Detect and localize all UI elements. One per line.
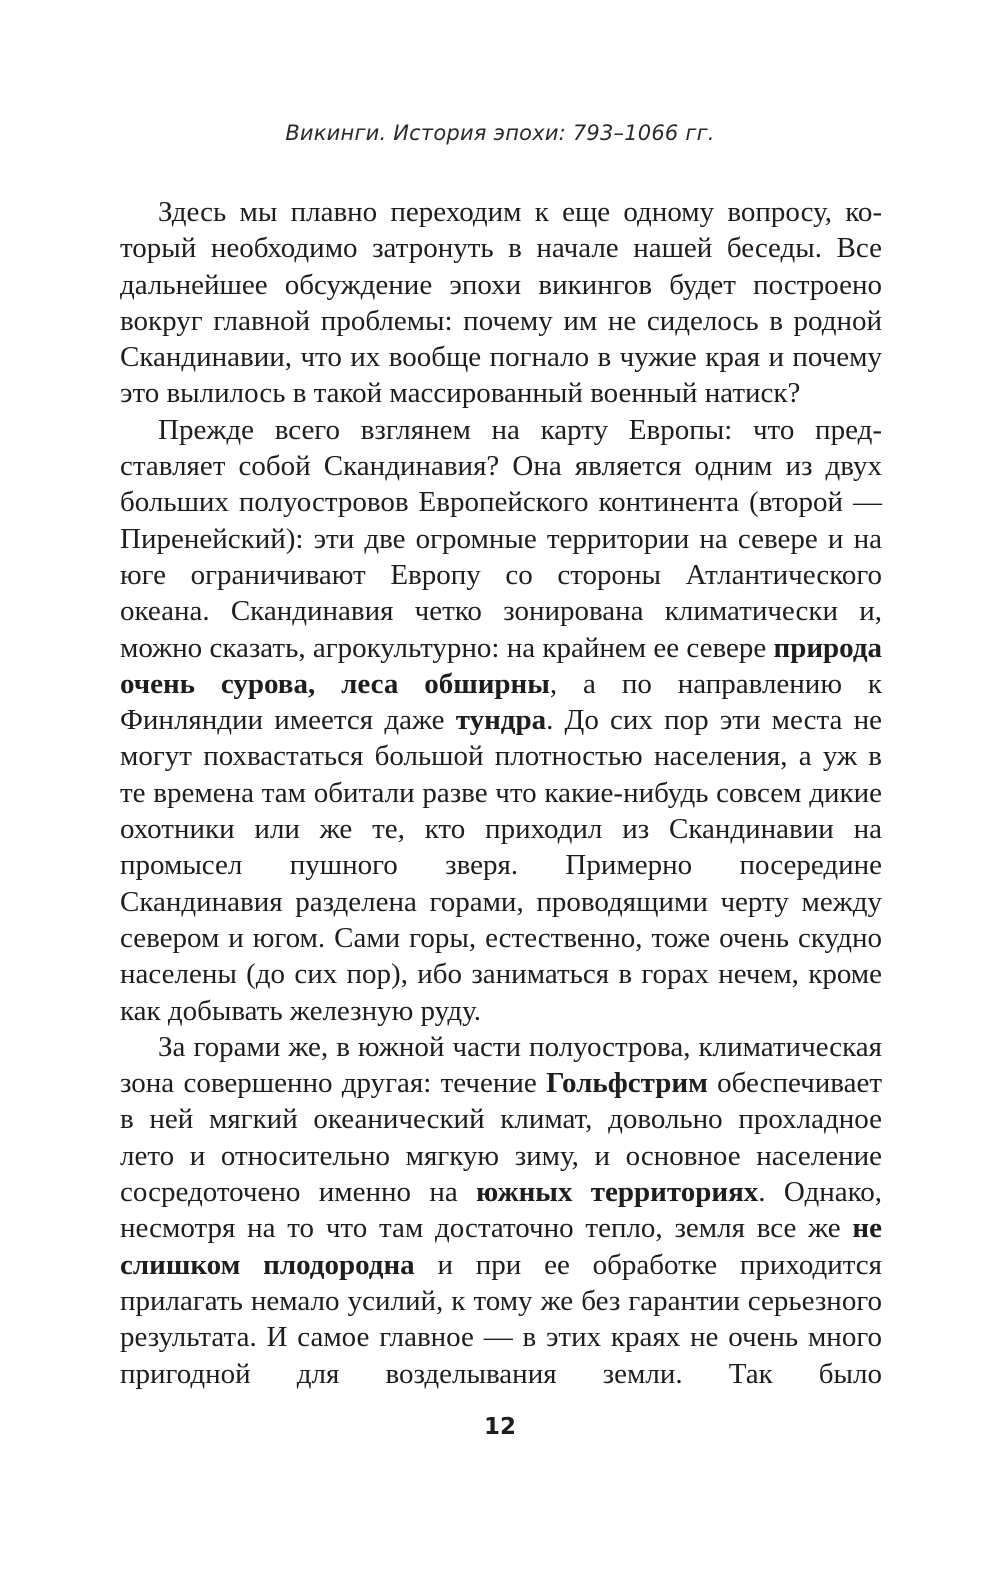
bold-phrase: тундра (455, 704, 547, 737)
paragraph-1 (120, 194, 882, 412)
body-text (120, 194, 882, 1392)
text-run: . До сих пор эти места не могут похвастаться большой плотностью населения, а уж в те времена там обитали разве что какие-нибудь совсем дикие охотники или же те, кто приходил из Скандинавии на промысел пушного зверя. Примерно посередине Скандинавия разделена горами, проводящими черту между севером и югом. Сами горы, естественно, тоже очень скудно населены (до сих пор), ибо заниматься в горах нечем, кроме как добывать железную руду. (120, 704, 882, 1027)
paragraph-2 (120, 412, 882, 1029)
text-run: Прежде всего взглянем на карту Европы: что представляет собой Скандинавия? Она является одним из двух больших полуостровов Европейского континента (второй — Пиренейский): эти две огромные территории на севере и на юге ограничивают Европу со стороны Атлантического океана. Скандинавия четко зонирована климатически и, можно сказать, агрокультурно: на крайнем ее севере (120, 413, 882, 664)
running-head: Викинги. История эпохи: 793–1066 гг. (285, 121, 715, 145)
page-number: 12 (483, 1414, 516, 1440)
bold-phrase: Гольфстрим (546, 1067, 708, 1100)
text-run: , а по направлению к Финляндии имеется даже (120, 667, 882, 737)
text-run: обеспечивает в ней мягкий океанический климат, довольно прохладное лето и относительно мягкую зиму, и основное население сосредоточено именно на (120, 1067, 882, 1209)
bold-phrase: южных территориях (476, 1176, 759, 1209)
text-run: и при ее обработке приходится прилагать немало усилий, к тому же без гарантии серьезного результата. И самое главное — в этих краях не очень много пригодной для возделывания земли. Так было (120, 1248, 882, 1390)
text-run: За горами же, в южной части полуострова, климатическая зона совершенно другая: течение (120, 1030, 882, 1100)
bold-phrase: природа очень сурова, леса обширны (120, 631, 882, 700)
bold-phrase: не слишком плодородна (120, 1212, 882, 1281)
text-run: Здесь мы плавно переходим к еще одному вопросу, который необходимо затронуть в начале нашей беседы. Все дальнейшее обсуждение эпохи викингов будет построено вокруг главной проблемы: почему им не сиделось в родной Скандинавии, что их вообще погнало в чужие края и почему это вылилось в такой массированный военный натиск? (120, 196, 882, 410)
text-run: . Однако, несмотря на то что там достаточно тепло, земля все же (120, 1176, 882, 1245)
paragraph-3 (120, 1029, 882, 1392)
